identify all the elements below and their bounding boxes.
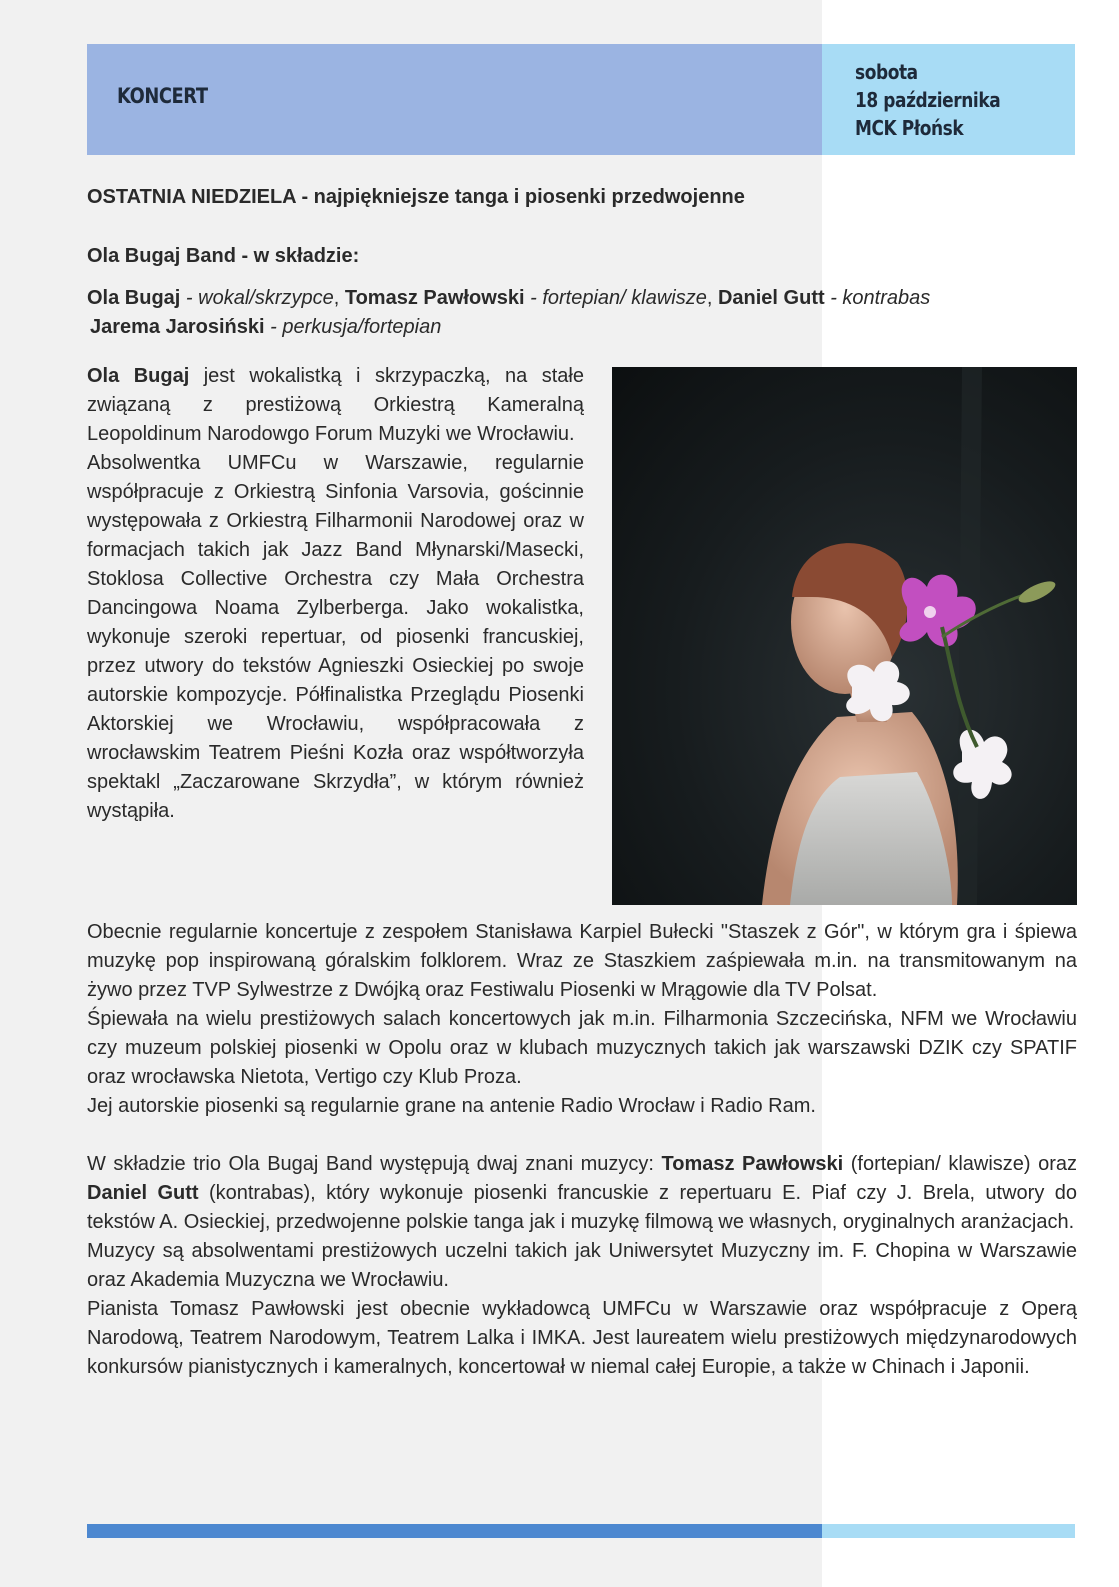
bio-paragraph: W składzie trio Ola Bugaj Band występują dwaj znani muzycy: Tomasz Pawłowski (fortepian/ klawisze) oraz Daniel Gutt (kontrabas), który wykonuje piosenki francuskie z repertuaru E. Piaf czy J. Brela, utwory do tekstów A. Osieckiej, przedwojenne polskie tanga jak i muzykę filmową we własnych, oryginalnych aranżacjach.	[87, 1153, 1078, 1233]
concert-title	[87, 186, 745, 209]
member-role: - perkusja/fortepian	[264, 316, 442, 338]
bio-paragraph: Muzycy są absolwentami prestiżowych uczelni takich jak Uniwersytet Muzyczny im. F. Chopina w Warszawie oraz Akademia Muzyczna we Wrocławiu.	[87, 1240, 1077, 1291]
concert-title-main: OSTATNIA NIEDZIELA	[87, 186, 296, 208]
footer-bar-accent	[822, 1524, 1075, 1538]
bio-column	[87, 362, 584, 826]
musician-name: Tomasz Pawłowski	[661, 1153, 844, 1175]
member-role: - fortepian/ klawisze	[524, 287, 707, 309]
bio-paragraph: Ola Bugaj jest wokalistką i skrzypaczką, na stałe związaną z prestiżową Orkiestrą Kameralną Leopoldinum Narodowgo Forum Muzyki we Wrocławiu.	[87, 365, 584, 445]
event-date-info	[855, 58, 1000, 142]
bio-paragraph: Jej autorskie piosenki są regularnie grane na antenie Radio Wrocław i Radio Ram.	[87, 1095, 816, 1117]
musician-name: Daniel Gutt	[87, 1182, 199, 1204]
member-name: Daniel Gutt	[717, 287, 825, 309]
bio-name: Ola Bugaj	[87, 365, 190, 387]
bio-paragraph: Obecnie regularnie koncertuje z zespołem Stanisława Karpiel Bułecki "Staszek z Gór", w którym gra i śpiewa muzykę pop inspirowaną góralskim folklorem. Wraz ze Staszkiem zaśpiewała m.in. na transmitowanym na żywo przez TVP Sylwestrze z Dwójką oraz Festiwalu Piosenki w Mrągowie dla TV Polsat.	[87, 921, 1077, 1001]
event-date: 18 października	[855, 88, 1001, 112]
member-role: - kontrabas	[824, 287, 931, 309]
bio-paragraph: Absolwentka UMFCu w Warszawie, regularnie współpracuje z Orkiestrą Sinfonia Varsovia, gościnnie występowała z Orkiestrą Filharmonii Narodowej oraz w formacjach takich jak Jazz Band Młynarski/Masecki, Stoklosa Collective Orchestra czy Mała Orchestra Dancingowa Noama Zylberberga. Jako wokalistka, wykonuje szeroki repertuar, od piosenki francuskiej, przez utwory do tekstów Agnieszki Osieckiej po swoje autorskie kompozycje. Półfinalistka Przeglądu Piosenki Aktorskiej we Wrocławiu, współpracowała z wrocławskim Teatrem Pieśni Kozła oraz współtworzyła spektakl „Zaczarowane Skrzydła”, w którym również wystąpiła.	[87, 452, 584, 822]
footer-bar	[87, 1524, 822, 1538]
category-label: KONCERT	[117, 84, 208, 108]
member-name: Jarema Jarosiński	[90, 316, 265, 338]
header-banner	[87, 44, 822, 155]
artist-photo	[612, 367, 1077, 905]
member-name: Ola Bugaj	[87, 287, 181, 309]
event-date-box	[822, 44, 1075, 155]
band-heading: Ola Bugaj Band - w składzie:	[87, 245, 360, 267]
bio-paragraph: Śpiewała na wielu prestiżowych salach koncertowych jak m.in. Filharmonia Szczecińska, NFM we Wrocławiu czy muzeum polskiej piosenki w Opolu oraz w klubach muzycznych takich jak warszawski DZIK czy SPATIF oraz wrocławska Nietota, Vertigo czy Klub Proza.	[87, 1008, 1077, 1088]
bio-paragraph: Pianista Tomasz Pawłowski jest obecnie wykładowcą UMFCu w Warszawie oraz współpracuje z Operą Narodową, Teatrem Narodowym, Teatrem Lalka i IMKA. Jest laureatem wielu prestiżowych międzynarodowych konkursów pianistycznych i kameralnych, koncertował w niemal całej Europie, a także w Chinach i Japonii.	[87, 1298, 1077, 1378]
band-members: Ola Bugaj - wokal/skrzypce, Tomasz Pawłowski - fortepian/ klawisze, Daniel Gutt - kontrabas Jarema Jarosiński - perkusja/fortepian	[87, 287, 931, 338]
event-day: sobota	[855, 60, 918, 84]
event-venue: MCK Płońsk	[855, 116, 964, 140]
member-role: - wokal/skrzypce	[180, 287, 334, 309]
member-name: Tomasz Pawłowski	[344, 287, 525, 309]
bio-wide-section	[87, 918, 1077, 1382]
concert-title-subtitle: - najpiękniejsze tanga i piosenki przedwojenne	[295, 186, 745, 208]
